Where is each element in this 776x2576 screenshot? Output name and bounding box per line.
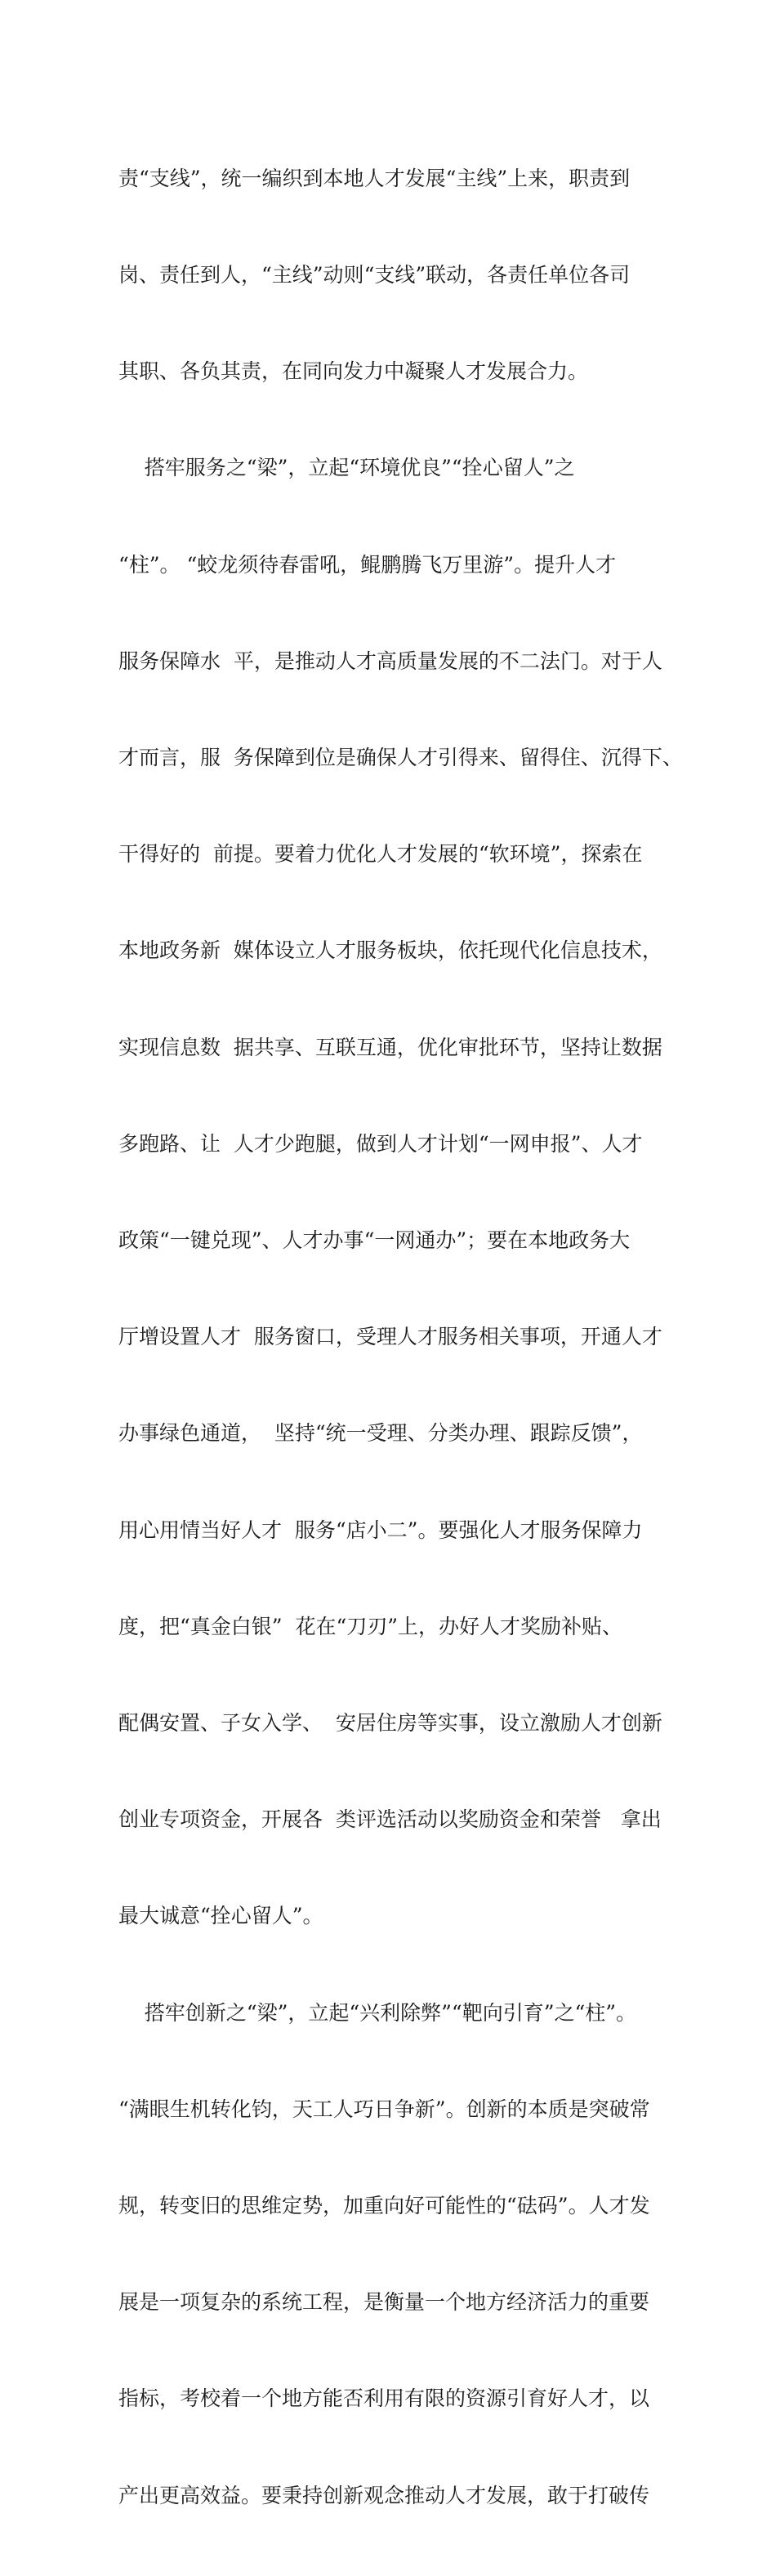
text-line: 指标，考校着一个地方能否利用有限的资源引育好人才，以 <box>118 2387 650 2411</box>
text-line: 厅增设置人才 服务窗口，受理人才服务相关事项，开通人才 <box>118 1325 662 1349</box>
paragraph-start-line: 搭牢创新之“梁”，立起“兴利除弊”“靶向引育”之“柱”。 <box>118 2000 637 2025</box>
text-line: 多跑路、让 人才少跑腿，做到人才计划“一网申报”、人才 <box>118 1131 643 1156</box>
text-line: 服务保障水 平，是推动人才高质量发展的不二法门。对于人 <box>118 648 662 673</box>
text-line: 度，把“真金白银” 花在“刀刃”上，办好人才奖励补贴、 <box>118 1614 623 1638</box>
text-line: 本地政务新 媒体设立人才服务板块，依托现代化信息技术， <box>118 938 662 963</box>
text-line: 干得好的 前提。要着力优化人才发展的“软环境”，探索在 <box>118 842 643 867</box>
text-line: 创业专项资金，开展各 类评选活动以奖励资金和荣誉 拿出 <box>118 1807 662 1832</box>
text-line: 政策“一键兑现”、人才办事“一网通办”；要在本地政务大 <box>118 1228 631 1253</box>
text-line: 责“支线”，统一编织到本地人才发展“主线”上来，职责到 <box>118 166 631 190</box>
text-line: 展是一项复杂的系统工程，是衡量一个地方经济活力的重要 <box>118 2290 650 2315</box>
text-line: 规，转变旧的思维定势，加重向好可能性的“砝码”。人才发 <box>118 2194 650 2218</box>
text-line: 办事绿色通道， 坚持“统一受理、分类办理、跟踪反馈”， <box>118 1421 643 1446</box>
text-line: 实现信息数 据共享、互联互通，优化审批环节，坚持让数据 <box>118 1035 662 1059</box>
text-line: 岗、责任到人，“主线”动则“支线”联动，各责任单位各司 <box>118 263 631 287</box>
text-line: “满眼生机转化钧，天工人巧日争新”。创新的本质是突破常 <box>118 2097 650 2121</box>
text-line: 才而言，服 务保障到位是确保人才引得来、留得住、沉得下、 <box>118 746 683 770</box>
text-line: 配偶安置、子女入学、 安居住房等实事，设立激励人才创新 <box>118 1711 662 1736</box>
text-line: 用心用情当好人才 服务“店小二”。要强化人才服务保障力 <box>118 1518 643 1542</box>
body-text <box>118 98 707 2576</box>
text-line: 产出更高效益。要秉持创新观念推动人才发展，敢于打破传 <box>118 2483 650 2507</box>
text-line: 最大诚意“拴心留人”。 <box>118 1904 323 1928</box>
text-line: 其职、各负其责，在同向发力中凝聚人才发展合力。 <box>118 359 589 384</box>
paragraph-start-line: 搭牢服务之“梁”，立起“环境优良”“拴心留人”之 <box>118 456 575 480</box>
text-line: “柱”。 “蛟龙须待春雷吼，鲲鹏腾飞万里游”。提升人才 <box>118 552 617 577</box>
